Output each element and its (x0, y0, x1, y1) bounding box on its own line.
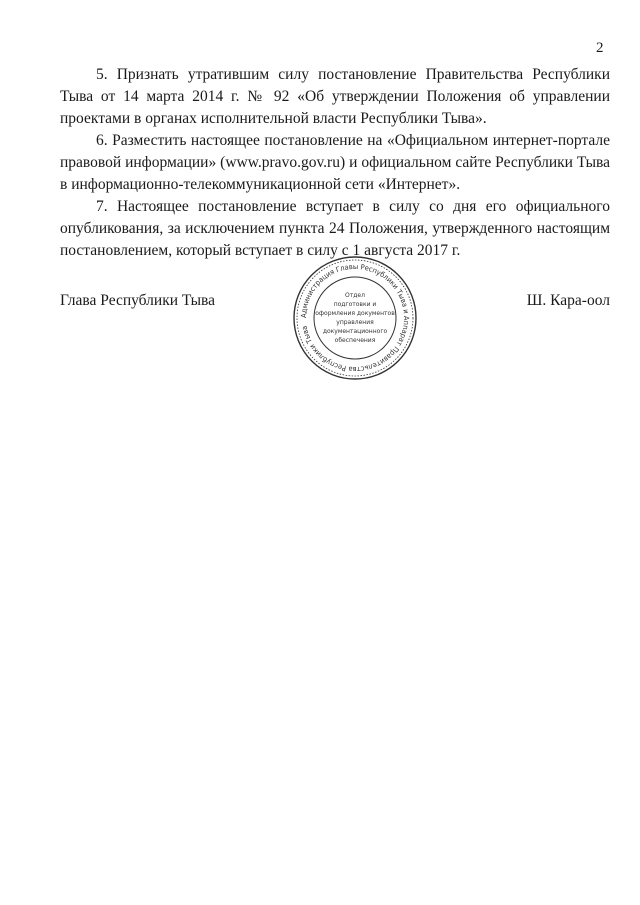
paragraph-5: 5. Признать утратившим силу постановление Правительства Республики Тыва от 14 марта 2014 г. № 92 «Об утверждении Положения об управлении проектами в органах исполнительной власти Республики Тыва». (60, 66, 610, 127)
paragraph-6: 6. Разместить настоящее постановление на «Официальном интернет-портале правовой информации» (www.pravo.gov.ru) и официальном сайте Республики Тыва в информационно-телекоммуникационной сети «Интернет». (60, 132, 610, 193)
page-number: 2 (596, 40, 604, 56)
signatory-position: Глава Республики Тыва (60, 292, 216, 309)
signatory-name: Ш. Кара-оол (526, 292, 610, 309)
official-seal (292, 255, 418, 381)
seal-center-line: подготовки и (333, 301, 377, 308)
seal-center-line: Отдел (345, 292, 365, 299)
svg-text:Администрация Главы Республики: Администрация Главы Республики Тыва и Аппарат Правительства Республики Тыва (298, 261, 412, 375)
seal-center-line: оформления документов (315, 310, 395, 317)
seal-center-line: управления (336, 319, 374, 326)
document-body (60, 64, 610, 262)
seal-center-line: обеспечения (334, 337, 376, 344)
seal-center-line: документационного (322, 328, 388, 335)
paragraph-7: 7. Настоящее постановление вступает в силу со дня его официального опубликования, за исключением пункта 24 Положения, утвержденного настоящим постановлением, который вступает в силу с 1 августа 2017 г. (60, 198, 610, 259)
